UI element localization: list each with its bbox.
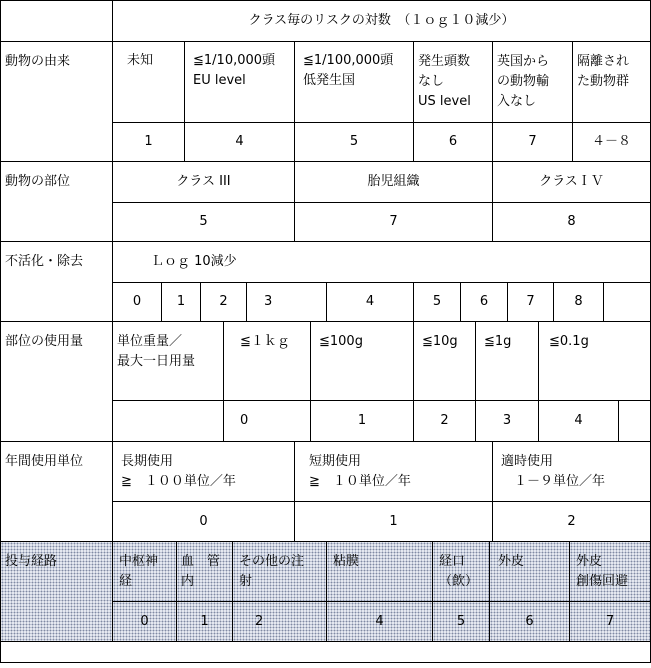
route-col-mucosa: 粘膜 [326,541,433,602]
annual-label: 年間使用単位 [0,441,113,542]
origin-col-eu-level: ≦1/10,000頭 EU level [184,41,295,123]
dose-col-10g: ≦10g [413,321,476,401]
route-value: 2 [232,601,327,642]
annual-value: 0 [112,501,295,542]
dose-value: 0 [223,400,311,442]
part-value: 8 [492,202,651,242]
part-value: 5 [112,202,295,242]
log-reduction-value: 2 [200,282,247,322]
route-value: 0 [112,601,177,642]
route-col-oral: 経口 （飲） [432,541,490,602]
dose-label: 部位の使用量 [0,321,113,442]
dose-value: 3 [475,400,539,442]
origin-value: 5 [294,122,414,162]
dose-value: 4 [538,400,619,442]
route-col-skin: 外皮 [489,541,570,602]
dose-value [112,400,224,442]
table-title: クラス毎のリスクの対数 （１ｏｇ１０減少） [112,0,651,42]
origin-col-no-uk-import: 英国から の動物輸 入なし [492,41,573,123]
dose-col-100g: ≦100g [310,321,414,401]
annual-col-as-needed: 適時使用 １－９単位／年 [492,441,651,502]
part-col-class3: クラス III [112,161,295,203]
header-left-empty [0,0,113,42]
log-reduction-value: 1 [161,282,201,322]
route-col-intravascular: 血 管 内 [176,541,233,602]
log-reduction-value: 0 [112,282,162,322]
route-col-cns: 中枢神 経 [112,541,177,602]
route-value: 6 [489,601,570,642]
origin-col-us-level: 発生頭数 なし US level [413,41,493,123]
dose-col-0-1g: ≦0.1g [538,321,651,401]
part-col-class4: クラスＩＶ [492,161,651,203]
origin-col-low-incidence: ≦1/100,000頭 低発生国 [294,41,414,123]
origin-value: 7 [492,122,573,162]
origin-label: 動物の由来 [0,41,113,162]
annual-value: 1 [294,501,493,542]
log-reduction-value: 3 [246,282,327,322]
dose-col-1g: ≦1g [475,321,539,401]
annual-col-short-term: 短期使用 ≧ １０単位／年 [294,441,493,502]
dose-col-1kg: ≦１ｋｇ [223,321,311,401]
route-col-skin-avoid-wound: 外皮 創傷回避 [569,541,651,602]
log-reduction-value: 4 [326,282,414,322]
inactivation-label: 不活化・除去 [0,241,113,322]
log-reduction-value [603,282,651,322]
part-col-fetal: 胎児組織 [294,161,493,203]
footer-row [0,641,651,663]
log-reduction-value: 5 [413,282,461,322]
dose-value-spare [618,400,651,442]
route-col-other-injection: その他の注 射 [232,541,327,602]
dose-col-unit-weight: 単位重量／ 最大一日用量 [112,321,224,401]
log-reduction-value: 7 [507,282,554,322]
origin-value: 4 [184,122,295,162]
annual-value: 2 [492,501,651,542]
dose-value: 2 [413,400,476,442]
part-value: 7 [294,202,493,242]
origin-value: ４－８ [572,122,651,162]
route-value: 4 [326,601,433,642]
route-label: 投与経路 [0,541,113,642]
annual-col-long-term: 長期使用 ≧ １００単位／年 [112,441,295,502]
origin-col-isolated: 隔離され た動物群 [572,41,651,123]
part-label: 動物の部位 [0,161,113,242]
route-value: 7 [569,601,651,642]
route-value: 1 [176,601,233,642]
origin-value: 1 [112,122,185,162]
route-value: 5 [432,601,490,642]
log-reduction-value: 8 [553,282,604,322]
log-reduction-value: 6 [460,282,508,322]
inactivation-subtitle: Ｌｏｇ 10減少 [112,241,651,283]
dose-value: 1 [310,400,414,442]
origin-col-unknown: 未知 [112,41,185,123]
origin-value: 6 [413,122,493,162]
